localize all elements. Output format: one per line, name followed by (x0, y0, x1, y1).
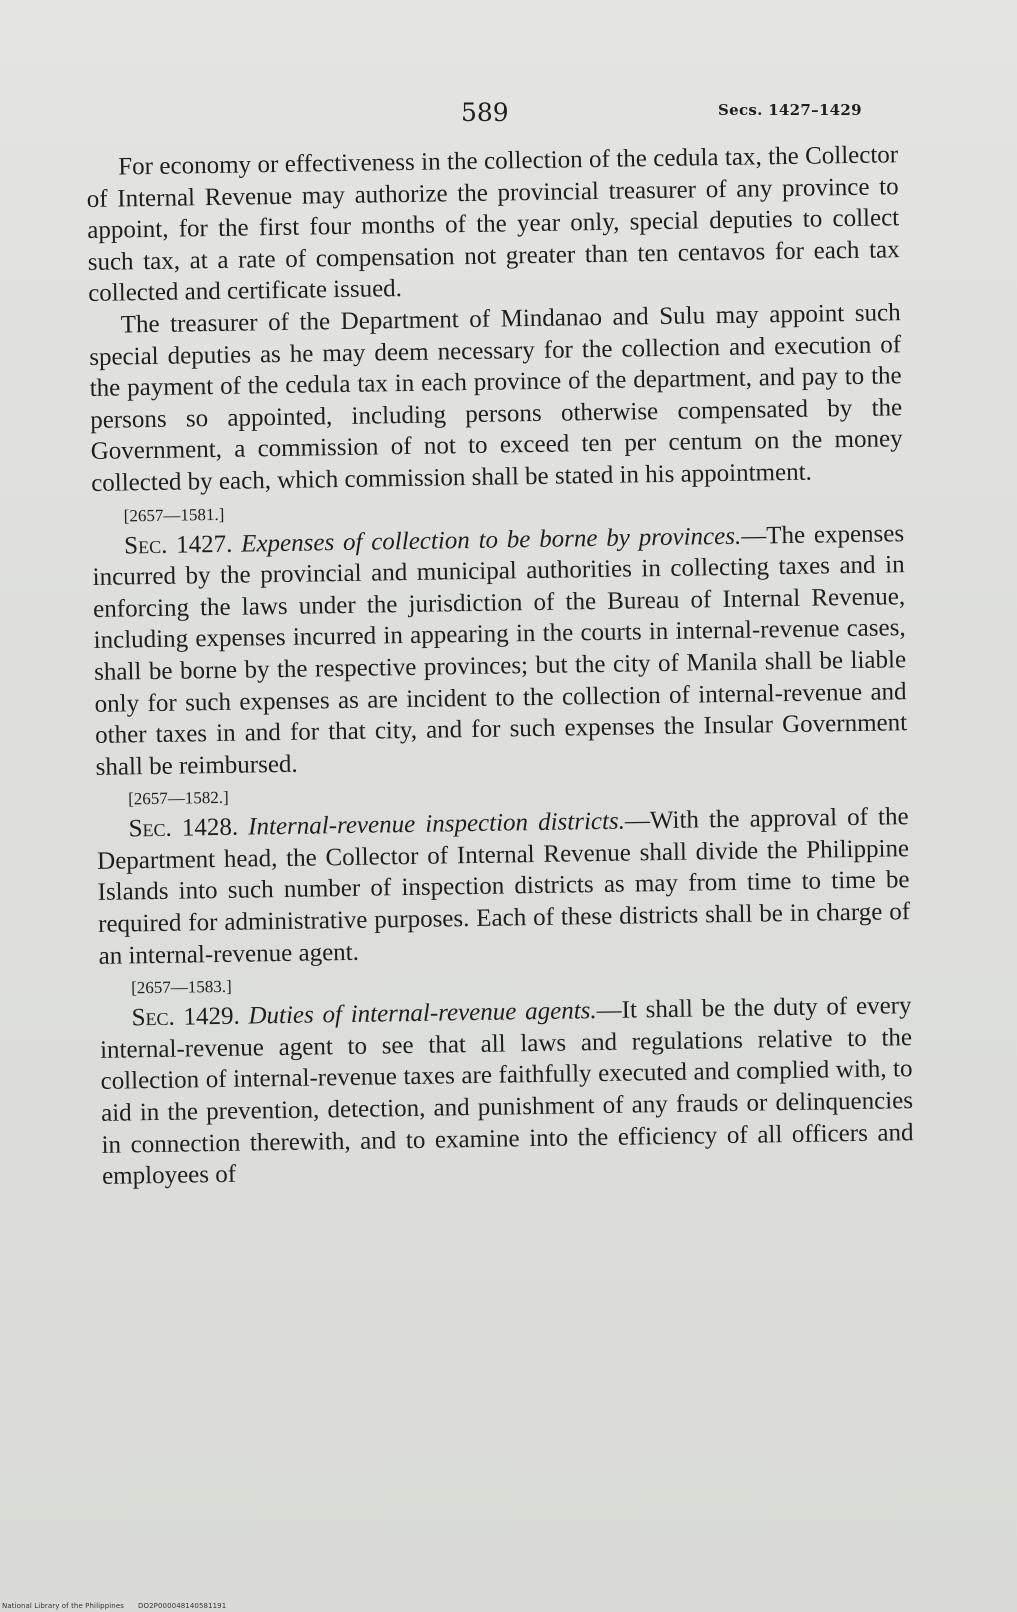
page-header (0, 98, 1017, 128)
page-number: 589 (461, 98, 509, 127)
section-range: Secs. 1427–1429 (718, 101, 862, 119)
section-title: Duties of internal-revenue agents. (248, 997, 597, 1030)
section-label: Sec. 1427. (123, 530, 233, 559)
paragraph-cedula-deputies: For economy or effectiveness in the collection of the cedula tax, the Collector of Internal Revenue may authorize the provincial treasurer of any province to appoint, for the first four months of the year only, special deputies to collect such tax, at a rate of compensation not greater than ten centavos for each tax collected and certificate issued. (86, 141, 900, 308)
section-title: Internal-revenue inspection districts. (247, 807, 626, 841)
section-text: —The expenses incurred by the provincial and municipal authorities in collecting taxes and in enforcing the laws under the jurisdiction of the Bureau of Internal Revenue, including expenses incurred in appearing in the courts in internal-revenue cases, shall be borne by the respective provinces; but the city of Manila shall be liable only for such expenses as are incident to the collection of internal-revenue and other taxes in and for that city, and for such expenses the Insular Government shall be reimbursed. (92, 519, 908, 781)
footer-library: National Library of the Philippines (2, 1602, 124, 1610)
section-1427 (92, 518, 908, 783)
paragraph-mindanao-sulu-deputies: The treasurer of the Department of Mindanao and Sulu may appoint such special deputies as he may deem necessary for the collection and execution of the payment of the cedula tax in each province of the department, and pay to the persons so appointed, including persons otherwise compensated by the Government, a commission of not to exceed ten per centum on the money collected by each, which commission shall be stated in his appointment. (89, 299, 903, 497)
section-1428 (96, 801, 910, 972)
footer-code: DO2P000048140581191 (138, 1602, 227, 1610)
section-1429 (99, 990, 914, 1192)
section-label: Sec. 1428. (128, 813, 239, 843)
citation-sec-1428: [2657—1582.] (128, 788, 229, 809)
section-label: Sec. 1429. (131, 1002, 240, 1032)
citation-sec-1429: [2657—1583.] (130, 977, 232, 998)
section-title: Expenses of collection to be borne by provinces. (240, 522, 742, 558)
section-text: —It shall be the duty of every internal-revenue agent to see that all laws and regulations relative to the collection of internal-revenue taxes are faithfully executed and complied with, to aid in the prevention, detection, and punishment of any frauds or delinquencies in connection therewith, and to examine into the efficiency of all officers and employees of (99, 992, 914, 1191)
citation-sec-1427: [2657—1581.] (123, 504, 225, 525)
body-text (86, 139, 914, 1192)
section-text: —With the approval of the Department head, the Collector of Internal Revenue shall divide the Philippine Islands into such number of inspection districts as may from time to time be required for administrative purposes. Each of these districts shall be in charge of an internal-revenue agent. (96, 803, 911, 970)
scan-footer (2, 1602, 226, 1610)
